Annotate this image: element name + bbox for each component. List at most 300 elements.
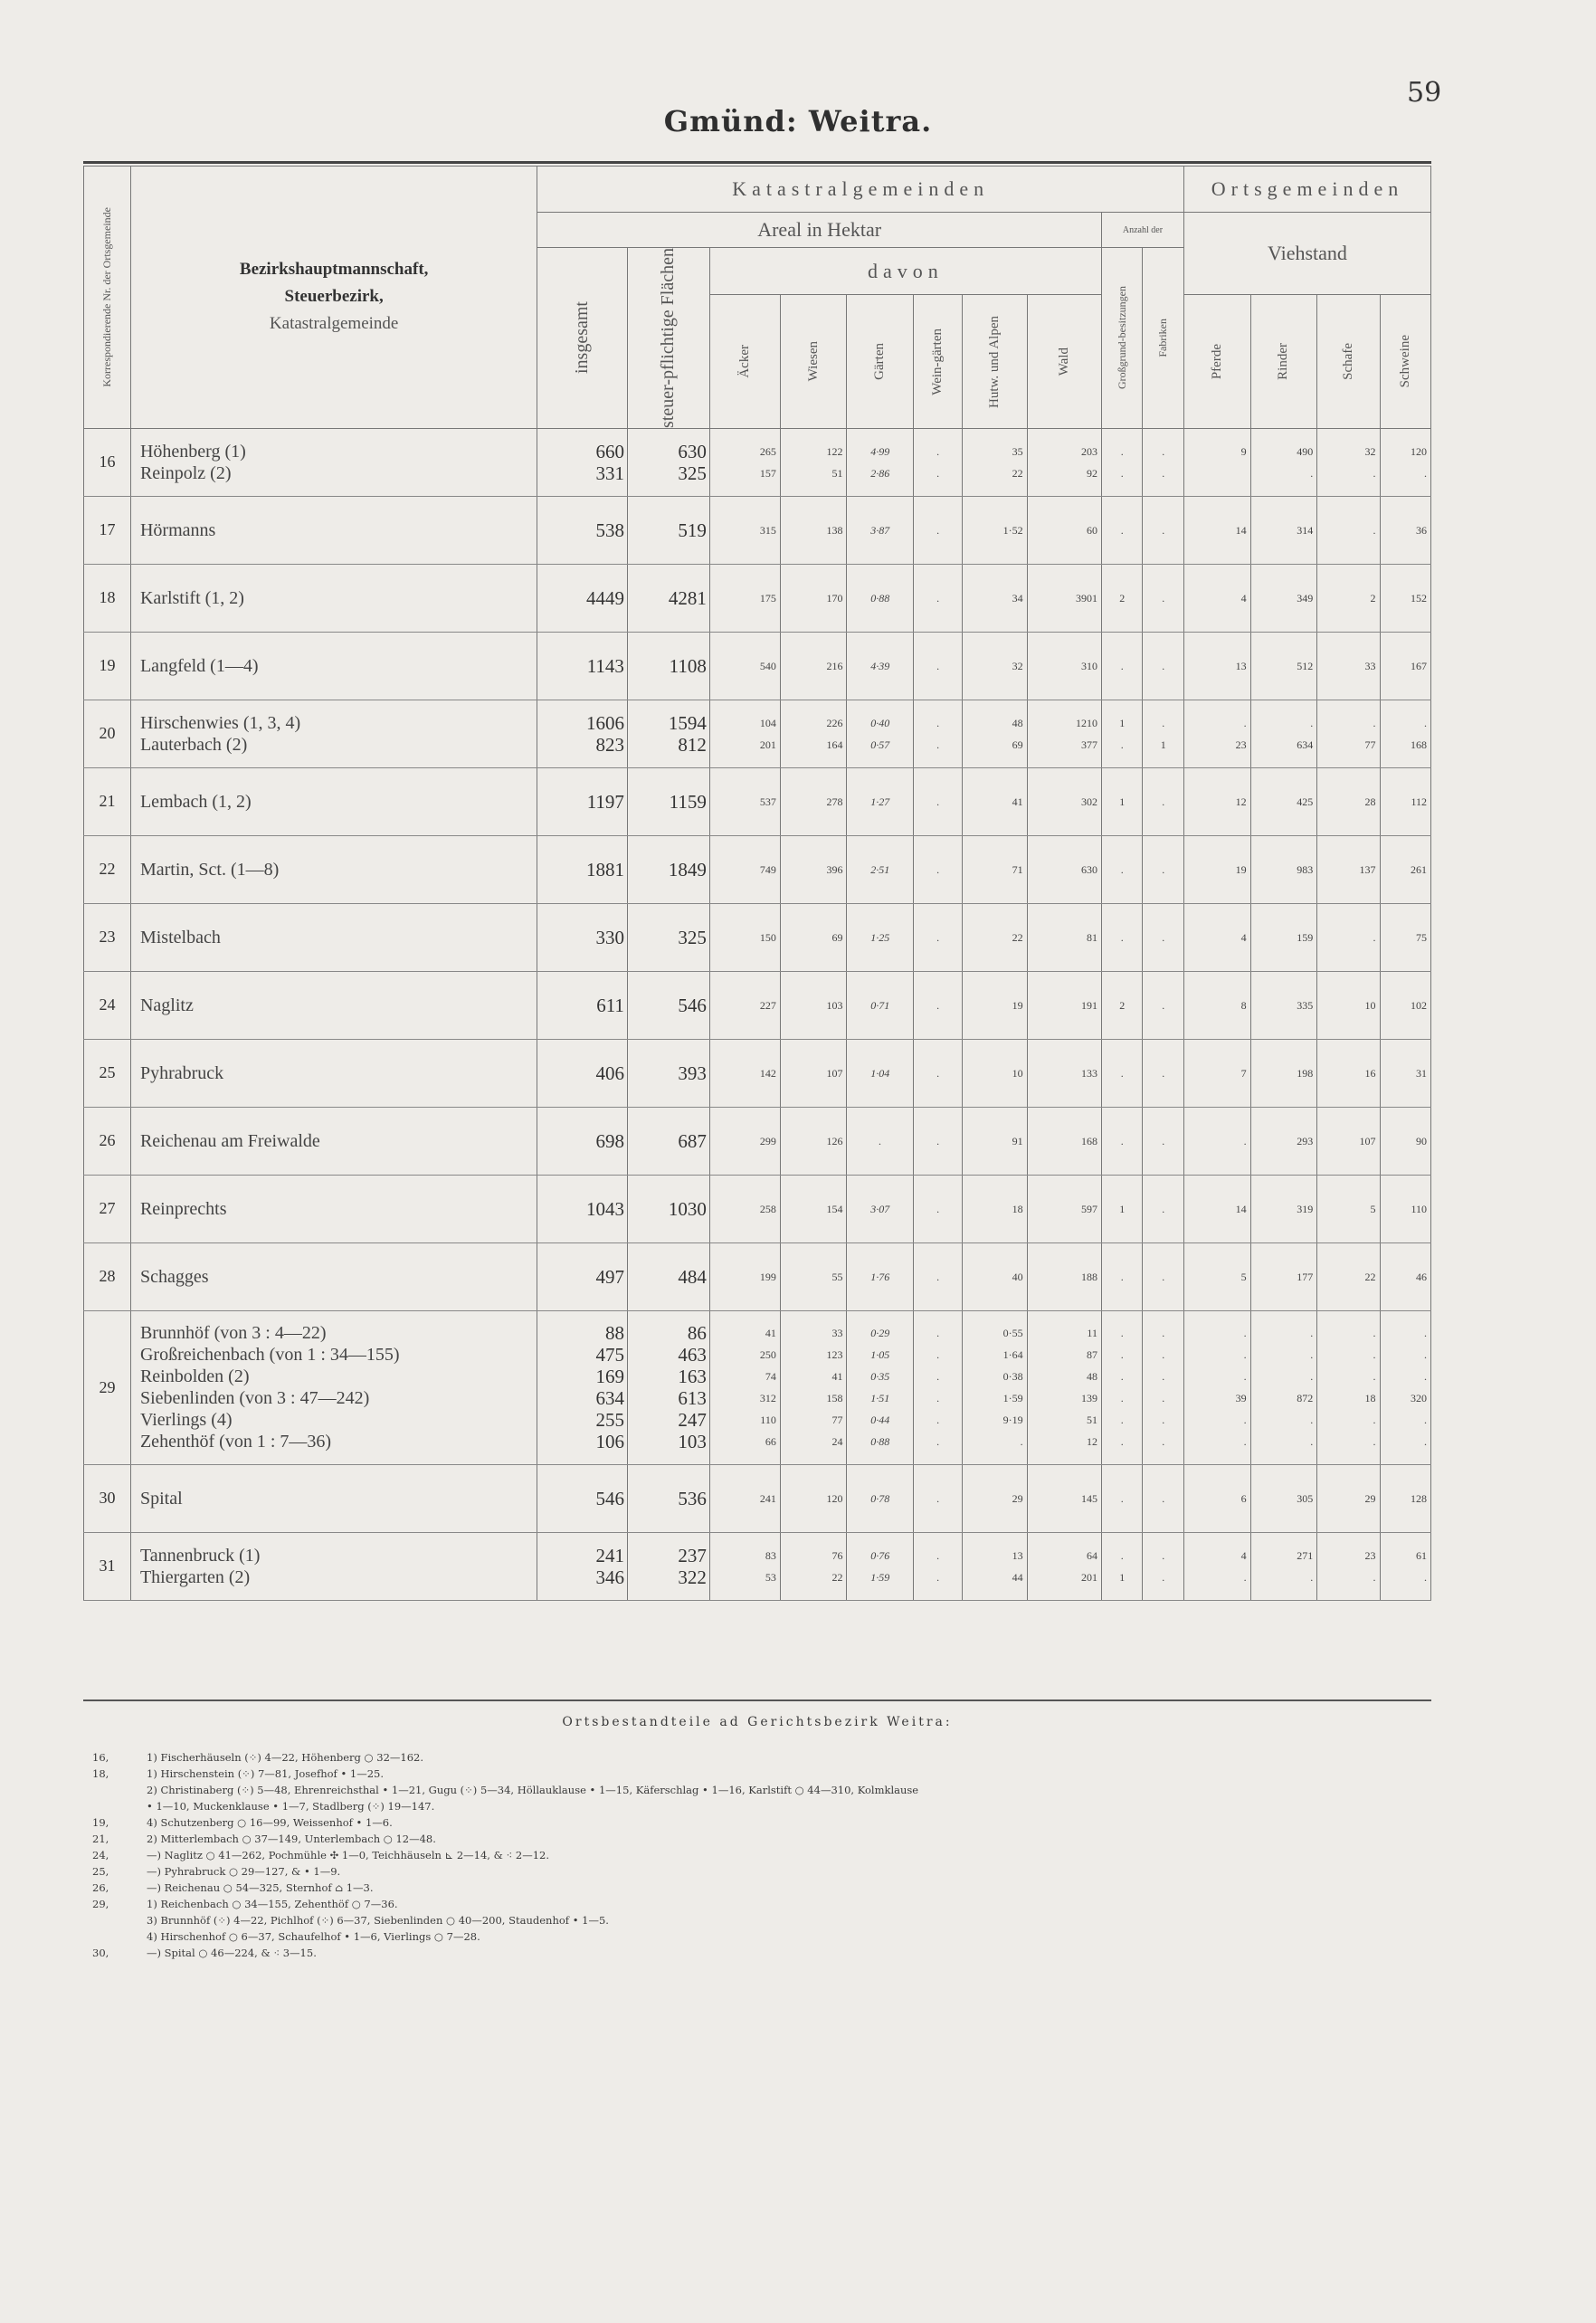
cell-sc <box>1317 971 1380 1039</box>
value-line: . <box>1120 1327 1124 1340</box>
cell-pf <box>1184 1107 1251 1175</box>
value-line: . <box>1120 1491 1124 1505</box>
cell-ae <box>709 1464 780 1532</box>
value-line: 1 <box>1119 795 1126 808</box>
cell-ins <box>537 1464 628 1532</box>
name-line: Hörmanns <box>139 519 216 540</box>
cell-wa <box>1027 1039 1101 1107</box>
value-line: 634 <box>595 1387 624 1410</box>
value-line: 170 <box>826 591 843 605</box>
cell-pf <box>1184 1532 1251 1600</box>
row-number: 24 <box>84 971 131 1039</box>
row-number: 22 <box>84 835 131 903</box>
value-line: 157 <box>759 466 776 480</box>
value-line: 75 <box>1416 930 1427 944</box>
value-line: 24 <box>831 1435 843 1449</box>
value-line: 302 <box>1080 795 1097 808</box>
value-line: 540 <box>759 659 776 672</box>
cell-wa <box>1027 428 1101 496</box>
cell-we <box>914 1107 963 1175</box>
value-line: 3·87 <box>870 523 890 537</box>
value-line: 1·51 <box>870 1392 890 1405</box>
value-line: 330 <box>595 926 624 948</box>
value-line: . <box>1310 1327 1314 1340</box>
value-line: . <box>936 1370 940 1384</box>
table-row <box>84 767 1431 835</box>
footnote <box>83 1766 1431 1782</box>
value-line: 22 <box>1364 1270 1376 1283</box>
footnote-number <box>83 1782 147 1798</box>
value-line: 1·59 <box>1002 1392 1023 1405</box>
cell-ga <box>847 1532 914 1600</box>
value-line: 613 <box>678 1387 707 1410</box>
cell-ri <box>1250 903 1317 971</box>
cell-ins <box>537 1532 628 1600</box>
cell-gg <box>1101 1532 1142 1600</box>
cell-ga <box>847 632 914 700</box>
footnote <box>83 1798 1431 1814</box>
value-line: . <box>1243 716 1247 729</box>
value-line: 630 <box>678 440 707 462</box>
cell-ga <box>847 1242 914 1310</box>
footnote-number: 19, <box>92 1816 109 1829</box>
value-line: . <box>936 998 940 1012</box>
cell-ri <box>1250 1039 1317 1107</box>
value-line: 41 <box>765 1327 776 1340</box>
value-line: 10 <box>1012 1066 1023 1080</box>
footnote-text: 1) Reichenbach ○ 34—155, Zehenthöf ○ 7—36. <box>147 1898 398 1910</box>
row-number: 23 <box>84 903 131 971</box>
value-line: 4281 <box>668 586 707 609</box>
table-row <box>84 1242 1431 1310</box>
cell-fa <box>1143 903 1184 971</box>
value-line: . <box>1373 1370 1376 1384</box>
value-line: 2·86 <box>870 466 890 480</box>
value-line: 138 <box>826 523 843 537</box>
value-line: 0·57 <box>870 738 890 751</box>
value-line: 265 <box>759 444 776 458</box>
value-line: 66 <box>765 1435 776 1449</box>
cell-wi <box>780 1242 847 1310</box>
value-line: . <box>936 591 940 605</box>
cell-ga <box>847 971 914 1039</box>
value-line: 4 <box>1240 591 1247 605</box>
value-line: 2·51 <box>870 862 890 876</box>
table-row <box>84 564 1431 632</box>
value-line: . <box>1162 444 1165 458</box>
header-schweine: Schweine <box>1380 295 1430 429</box>
cell-ga <box>847 835 914 903</box>
cell-st <box>627 1107 709 1175</box>
value-line: 107 <box>1359 1134 1376 1147</box>
value-line: 0·76 <box>870 1548 890 1562</box>
header-fabriken: Fabriken <box>1143 248 1184 429</box>
value-line: . <box>1162 1491 1165 1505</box>
value-line: 74 <box>765 1370 776 1384</box>
table-row <box>84 700 1431 767</box>
cell-sc <box>1317 632 1380 700</box>
cell-st <box>627 903 709 971</box>
cell-wa <box>1027 1464 1101 1532</box>
value-line: 102 <box>1411 998 1427 1012</box>
value-line: 51 <box>831 466 843 480</box>
cell-st <box>627 1310 709 1464</box>
value-line: . <box>1424 1414 1427 1427</box>
cell-we <box>914 767 963 835</box>
cell-ga <box>847 564 914 632</box>
value-line: 250 <box>759 1348 776 1362</box>
value-line: . <box>1162 795 1165 808</box>
value-line: 41 <box>1012 795 1023 808</box>
name-line: Siebenlinden (von 3 : 47—242) <box>139 1388 370 1409</box>
footnote-number: 24, <box>92 1849 109 1861</box>
value-line: 258 <box>759 1202 776 1215</box>
row-number: 16 <box>84 428 131 496</box>
cell-ins <box>537 767 628 835</box>
cell-hu <box>963 1107 1027 1175</box>
value-line: . <box>1424 1570 1427 1584</box>
header-katastralgemeinden: Katastralgemeinden <box>537 167 1184 213</box>
cell-gg <box>1101 1242 1142 1310</box>
cell-gg <box>1101 700 1142 767</box>
cell-sc <box>1317 700 1380 767</box>
value-line: 90 <box>1416 1134 1427 1147</box>
header-areal: Areal in Hektar <box>537 213 1102 248</box>
value-line: 475 <box>595 1344 624 1366</box>
value-line: . <box>1120 862 1124 876</box>
value-line: 4·39 <box>870 659 890 672</box>
value-line: 0·78 <box>870 1491 890 1505</box>
cell-ae <box>709 1242 780 1310</box>
cell-ga <box>847 1107 914 1175</box>
cell-ae <box>709 1532 780 1600</box>
value-line: 241 <box>759 1491 776 1505</box>
value-line: . <box>1120 1548 1124 1562</box>
row-number: 21 <box>84 767 131 835</box>
cell-pf <box>1184 1039 1251 1107</box>
value-line: 110 <box>760 1414 776 1427</box>
value-line: . <box>1120 444 1124 458</box>
cell-gg <box>1101 428 1142 496</box>
footnote <box>83 1863 1431 1880</box>
cell-ins <box>537 1175 628 1242</box>
cell-ins <box>537 700 628 767</box>
cell-ga <box>847 1464 914 1532</box>
value-line: 1 <box>1119 1570 1126 1584</box>
cell-we <box>914 1039 963 1107</box>
row-number: 19 <box>84 632 131 700</box>
value-line: . <box>1162 1414 1165 1427</box>
value-line: 271 <box>1297 1548 1314 1562</box>
value-line: 497 <box>595 1265 624 1288</box>
table-row <box>84 1532 1431 1600</box>
cell-we <box>914 496 963 564</box>
value-line: 1·52 <box>1002 523 1023 537</box>
value-line: . <box>1373 1570 1376 1584</box>
value-line: . <box>1162 1392 1165 1405</box>
value-line: 325 <box>678 926 707 948</box>
cell-sc <box>1317 496 1380 564</box>
value-line: 630 <box>1080 862 1097 876</box>
value-line: 335 <box>1297 998 1314 1012</box>
cell-ga <box>847 428 914 496</box>
value-line: 0·88 <box>870 1435 890 1449</box>
value-line: 61 <box>1416 1548 1427 1562</box>
cell-gg <box>1101 1310 1142 1464</box>
value-line: . <box>1162 1548 1165 1562</box>
name-line: Reichenau am Freiwalde <box>139 1130 320 1151</box>
value-line: 81 <box>1086 930 1097 944</box>
cell-hu <box>963 1175 1027 1242</box>
cell-ae <box>709 971 780 1039</box>
cell-ae <box>709 767 780 835</box>
value-line: 226 <box>826 716 843 729</box>
cell-ins <box>537 428 628 496</box>
cell-fa <box>1143 564 1184 632</box>
value-line: 137 <box>1359 862 1376 876</box>
name-line: Pyhrabruck <box>139 1062 224 1083</box>
value-line: 104 <box>759 716 776 729</box>
value-line: . <box>1162 591 1165 605</box>
value-line: 1·05 <box>870 1348 890 1362</box>
cell-fa <box>1143 632 1184 700</box>
header-hutweiden: Hutw. und Alpen <box>963 295 1027 429</box>
header-rinder: Rinder <box>1250 295 1317 429</box>
cell-sw <box>1380 1242 1430 1310</box>
value-line: 142 <box>759 1066 776 1080</box>
cell-hu <box>963 700 1027 767</box>
cell-sc <box>1317 1039 1380 1107</box>
cell-st <box>627 767 709 835</box>
value-line: . <box>1373 716 1376 729</box>
value-line: 34 <box>1012 591 1023 605</box>
cell-ri <box>1250 632 1317 700</box>
header-bezirk: Bezirkshauptmannschaft, Steuerbezirk, Katastralgemeinde <box>130 167 537 429</box>
value-line: . <box>1162 862 1165 876</box>
footnote-text: 1) Hirschenstein (⁘) 7—81, Josefhof • 1—25. <box>147 1767 385 1780</box>
cell-st <box>627 835 709 903</box>
value-line: 60 <box>1086 523 1097 537</box>
name-line: Reinprechts <box>139 1198 227 1219</box>
value-line: . <box>1120 466 1124 480</box>
cell-fa <box>1143 1175 1184 1242</box>
value-line: 120 <box>1411 444 1427 458</box>
value-line: 1881 <box>585 858 624 881</box>
value-line: 1849 <box>668 858 707 881</box>
value-line: . <box>1162 998 1165 1012</box>
cell-st <box>627 1039 709 1107</box>
cell-hu <box>963 1039 1027 1107</box>
footnote <box>83 1945 1431 1961</box>
name-line: Brunnhöf (von 3 : 4—22) <box>139 1323 327 1344</box>
cell-we <box>914 428 963 496</box>
value-line: . <box>1310 1348 1314 1362</box>
footnote <box>83 1847 1431 1863</box>
value-line: 177 <box>1297 1270 1314 1283</box>
cell-we <box>914 700 963 767</box>
value-line: 123 <box>826 1348 843 1362</box>
katastralgemeinde-name <box>130 1242 537 1310</box>
cell-wi <box>780 1107 847 1175</box>
name-line: Reinpolz (2) <box>139 462 232 483</box>
cell-ri <box>1250 835 1317 903</box>
value-line: 2 <box>1119 998 1126 1012</box>
katastralgemeinde-name <box>130 971 537 1039</box>
value-line: 546 <box>595 1487 624 1509</box>
value-line: 1030 <box>668 1197 707 1220</box>
cell-hu <box>963 1532 1027 1600</box>
table-row <box>84 835 1431 903</box>
value-line: . <box>1310 1370 1314 1384</box>
value-line: 163 <box>678 1366 707 1388</box>
cell-ga <box>847 903 914 971</box>
value-line: . <box>1310 1435 1314 1449</box>
cell-gg <box>1101 1039 1142 1107</box>
katastralgemeinde-name <box>130 1039 537 1107</box>
value-line: . <box>1162 1270 1165 1283</box>
value-line: . <box>1373 1435 1376 1449</box>
value-line: . <box>936 716 940 729</box>
cell-wi <box>780 903 847 971</box>
cell-wa <box>1027 1532 1101 1600</box>
cell-wa <box>1027 1310 1101 1464</box>
table-row <box>84 1107 1431 1175</box>
value-line: 191 <box>1080 998 1097 1012</box>
value-line: 241 <box>595 1544 624 1566</box>
header-gaerten: Gärten <box>847 295 914 429</box>
value-line: 1·76 <box>870 1270 890 1283</box>
cell-hu <box>963 632 1027 700</box>
value-line: 159 <box>1297 930 1314 944</box>
value-line: 0·38 <box>1002 1370 1023 1384</box>
cell-pf <box>1184 1175 1251 1242</box>
value-line: 126 <box>826 1134 843 1147</box>
value-line: 122 <box>826 444 843 458</box>
row-number: 18 <box>84 564 131 632</box>
cell-hu <box>963 835 1027 903</box>
value-line: 199 <box>759 1270 776 1283</box>
value-line: . <box>936 1066 940 1080</box>
value-line: 53 <box>765 1570 776 1584</box>
value-line: . <box>1424 1348 1427 1362</box>
cell-sc <box>1317 1175 1380 1242</box>
header-pferde: Pferde <box>1184 295 1251 429</box>
footnote-number <box>83 1798 147 1814</box>
row-number: 27 <box>84 1175 131 1242</box>
cell-ri <box>1250 496 1317 564</box>
value-line: . <box>1120 523 1124 537</box>
page-number: 59 <box>1407 77 1442 109</box>
value-line: 5 <box>1370 1202 1376 1215</box>
value-line: 537 <box>759 795 776 808</box>
row-number: 17 <box>84 496 131 564</box>
value-line: 463 <box>678 1344 707 1366</box>
row-number: 30 <box>84 1464 131 1532</box>
cell-ins <box>537 1310 628 1464</box>
table-row <box>84 632 1431 700</box>
page-title: Gmünd: Weitra. <box>663 104 933 138</box>
value-line: . <box>1162 1348 1165 1362</box>
value-line: 87 <box>1086 1348 1097 1362</box>
value-line: . <box>1243 1414 1247 1427</box>
cell-fa <box>1143 1464 1184 1532</box>
value-line: 14 <box>1235 523 1247 537</box>
footnote <box>83 1814 1431 1831</box>
value-line: 349 <box>1297 591 1314 605</box>
cell-sw <box>1380 496 1430 564</box>
value-line: 103 <box>678 1431 707 1453</box>
value-line: 120 <box>826 1491 843 1505</box>
cell-st <box>627 1242 709 1310</box>
table-row <box>84 496 1431 564</box>
value-line: 164 <box>826 738 843 751</box>
cell-pf <box>1184 428 1251 496</box>
value-line: . <box>936 795 940 808</box>
cell-we <box>914 564 963 632</box>
cell-fa <box>1143 1310 1184 1464</box>
value-line: 77 <box>831 1414 843 1427</box>
cell-sc <box>1317 1532 1380 1600</box>
cell-ins <box>537 632 628 700</box>
value-line: 103 <box>826 998 843 1012</box>
value-line: 6 <box>1240 1491 1247 1505</box>
value-line: 331 <box>595 462 624 484</box>
cell-ae <box>709 1175 780 1242</box>
value-line: . <box>1120 930 1124 944</box>
value-line: 150 <box>759 930 776 944</box>
value-line: 216 <box>826 659 843 672</box>
value-line: 22 <box>831 1570 843 1584</box>
cell-wi <box>780 1039 847 1107</box>
footnote <box>83 1928 1431 1945</box>
footnote-text: 3) Brunnhöf (⁘) 4—22, Pichlhof (⁘) 6—37, Siebenlinden ○ 40—200, Staudenhof • 1—5. <box>147 1914 609 1927</box>
value-line: 1159 <box>669 790 707 813</box>
cell-we <box>914 1242 963 1310</box>
footnote-number <box>83 1912 147 1928</box>
footnote-text: 4) Hirschenhof ○ 6—37, Schaufelhof • 1—6, Vierlings ○ 7—28. <box>147 1930 480 1943</box>
value-line: 1·25 <box>870 930 890 944</box>
value-line: . <box>1162 1435 1165 1449</box>
footnote <box>83 1880 1431 1896</box>
footnote <box>83 1749 1431 1766</box>
name-line: Tannenbruck (1) <box>139 1545 261 1566</box>
value-line: 611 <box>596 994 624 1016</box>
cell-sw <box>1380 835 1430 903</box>
cell-wi <box>780 564 847 632</box>
value-line: 687 <box>678 1129 707 1152</box>
cell-wa <box>1027 1242 1101 1310</box>
cell-wa <box>1027 496 1101 564</box>
footnote-number: 16, <box>92 1751 109 1764</box>
cell-sw <box>1380 564 1430 632</box>
value-line: 1197 <box>586 790 624 813</box>
footnote-text: 1) Fischerhäuseln (⁘) 4—22, Höhenberg ○ 32—162. <box>147 1751 423 1764</box>
cell-we <box>914 632 963 700</box>
cell-gg <box>1101 1175 1142 1242</box>
value-line: 5 <box>1240 1270 1247 1283</box>
value-line: 83 <box>765 1548 776 1562</box>
value-line: . <box>1162 1066 1165 1080</box>
value-line: 538 <box>595 519 624 541</box>
name-line: Vierlings (4) <box>139 1410 233 1431</box>
value-line: . <box>936 1202 940 1215</box>
katastralgemeinde-name <box>130 1310 537 1464</box>
value-line: 46 <box>1416 1270 1427 1283</box>
value-line: . <box>1162 1370 1165 1384</box>
row-number: 31 <box>84 1532 131 1600</box>
cell-st <box>627 496 709 564</box>
katastralgemeinde-name <box>130 835 537 903</box>
